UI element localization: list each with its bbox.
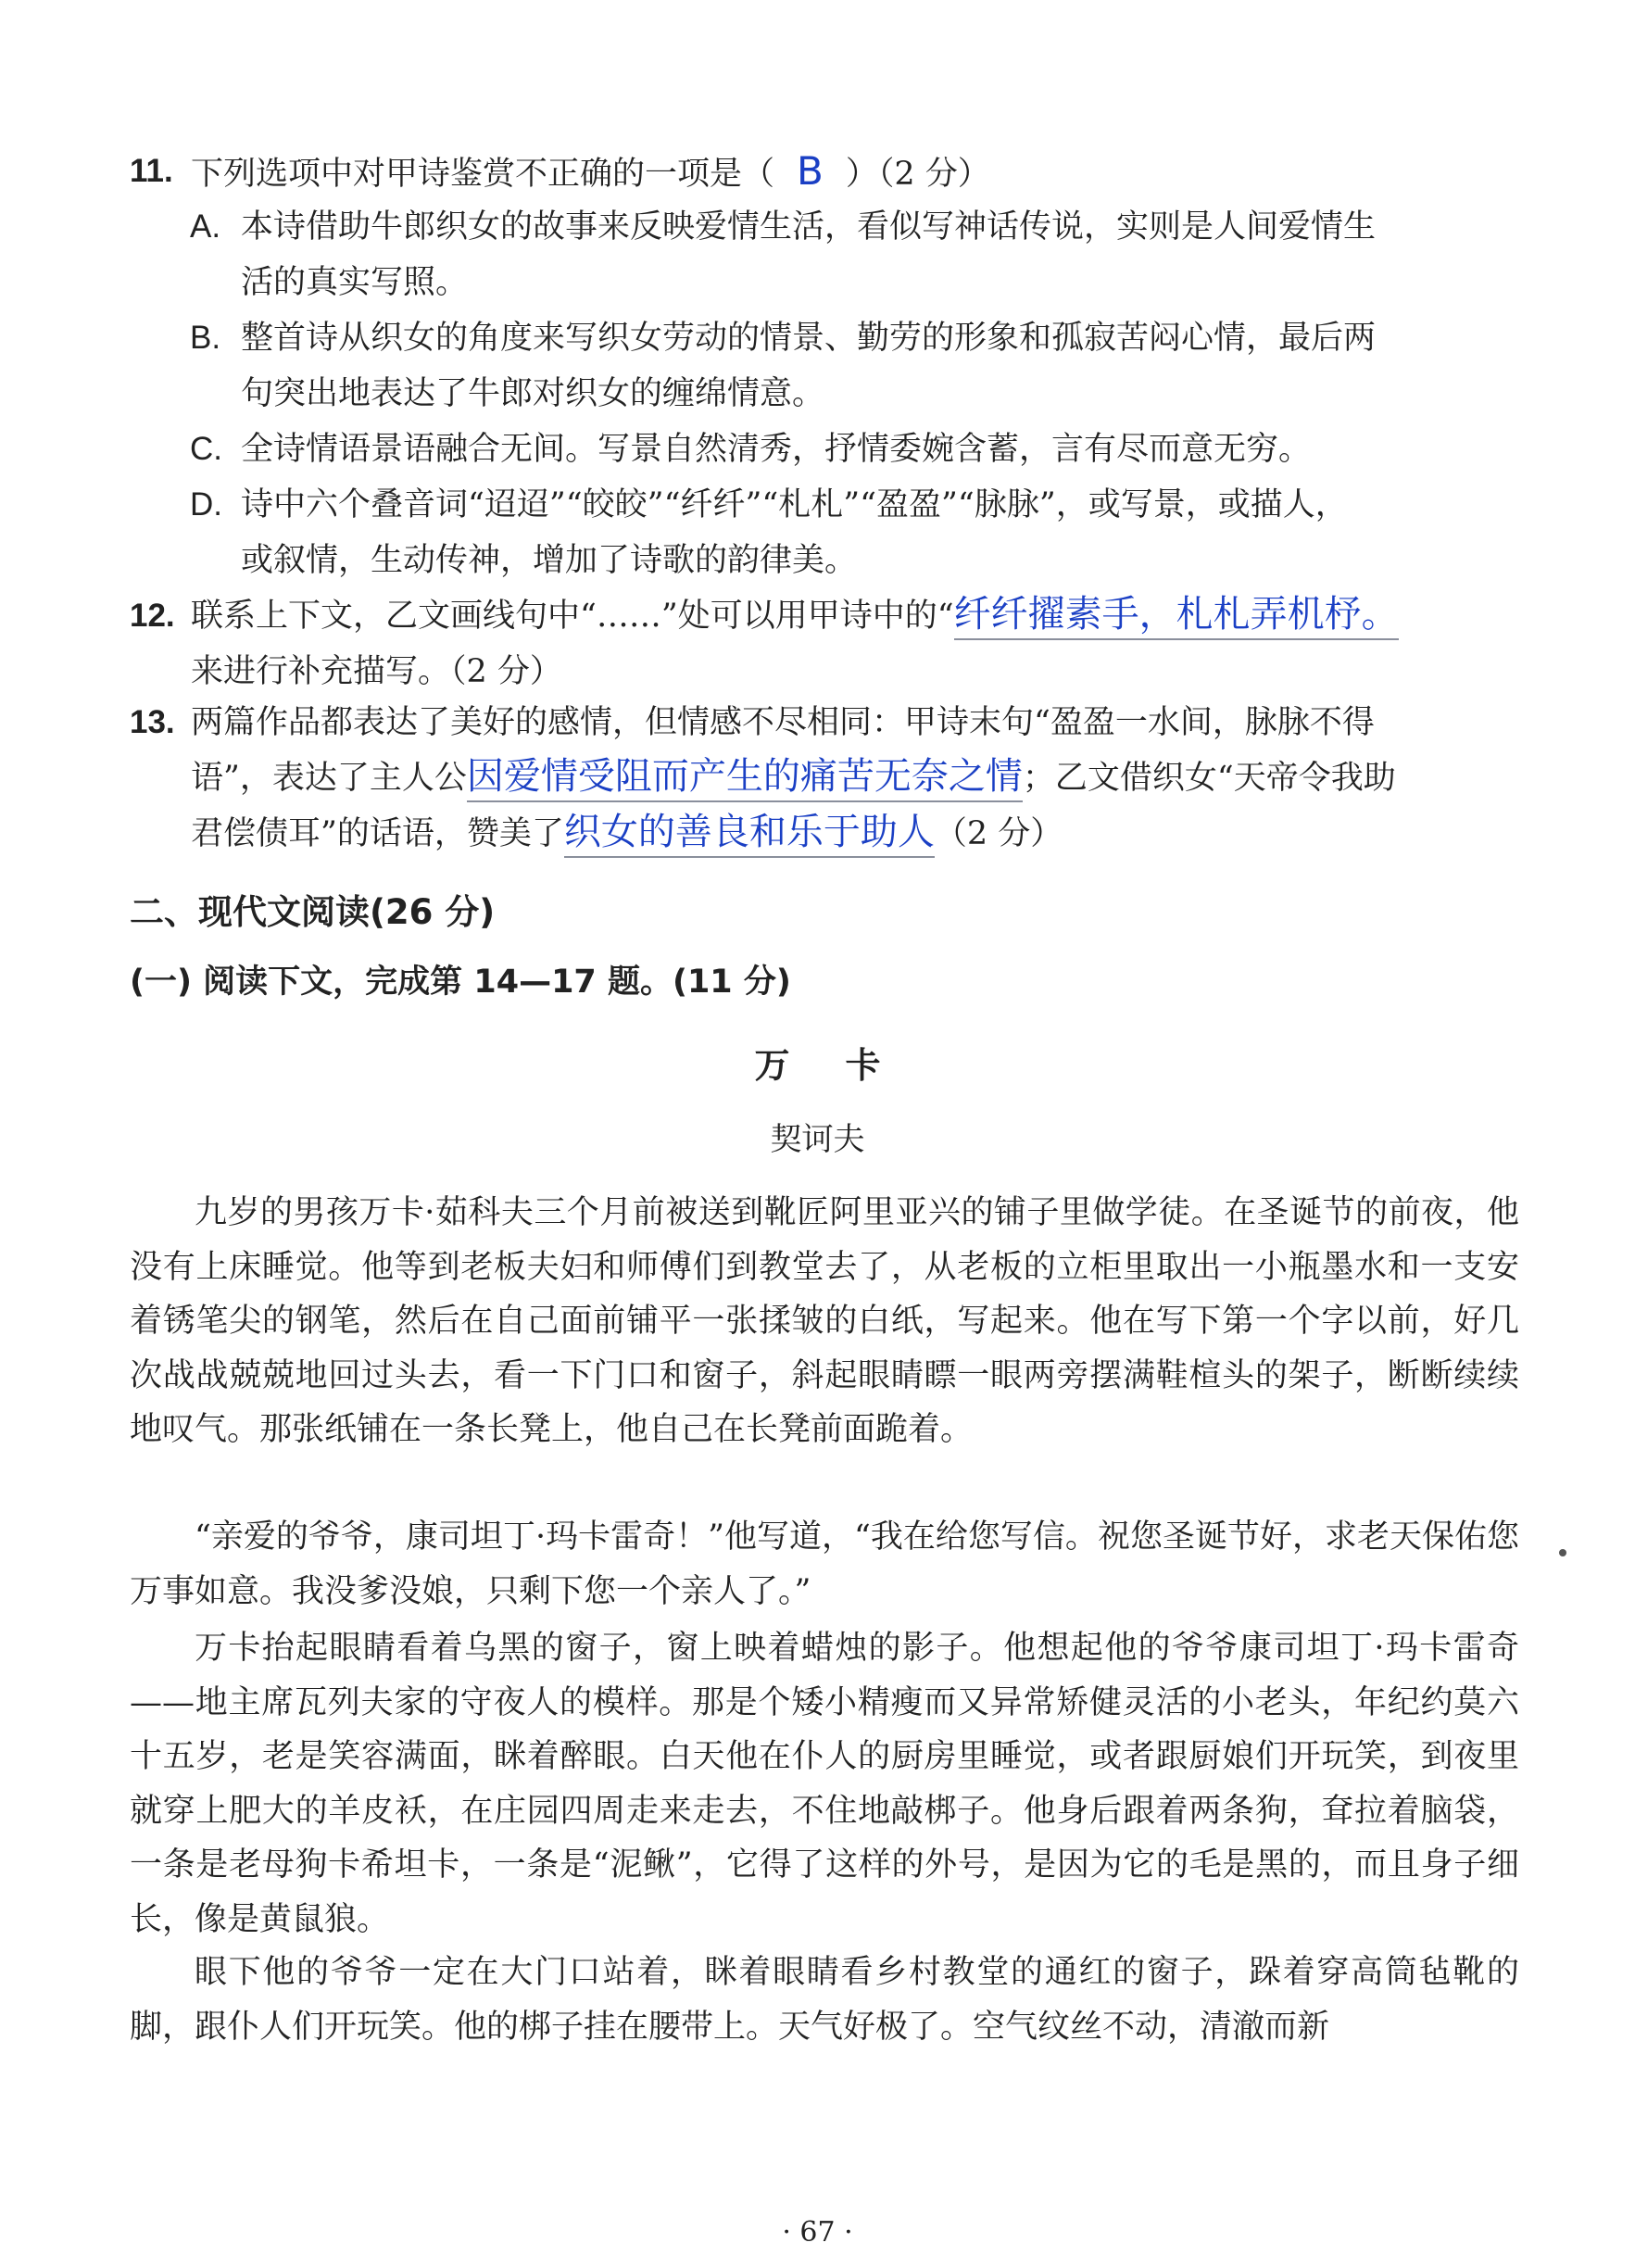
question-11 xyxy=(130,144,1519,199)
question-number: 11. xyxy=(130,153,173,189)
question-stem: 下列选项中对甲诗鉴赏不正确的一项是（ B ）（2 分） xyxy=(191,148,990,194)
handwritten-answer: 纤纤擢素手，札札弄机杼。 xyxy=(954,590,1399,640)
handwritten-answer: 织女的善良和乐于助人 xyxy=(564,808,935,858)
question-number: 12. xyxy=(130,598,175,634)
section-title: 二、现代文阅读(26 分) xyxy=(130,892,496,932)
question-number: 13. xyxy=(130,704,175,740)
stray-dot xyxy=(1559,1549,1566,1556)
essay-paragraph: 万卡抬起眼睛看着乌黑的窗子，窗上映着蜡烛的影子。他想起他的爷爷康司坦丁·玛卡雷奇——地主席瓦列夫家的守夜人的模样。那是个矮小精瘦而又异常矫健灵活的小老头，年纪约莫六十五岁，老是笑容满面，眯着醉眼。白天他在仆人的厨房里睡觉，或者跟厨娘们开玩笑，到夜里就穿上肥大的羊皮袄，在庄园四周走来走去，不住地敲梆子。他身后跟着两条狗，耷拉着脑袋，一条是老母狗卡希坦卡，一条是“泥鳅”，它得了这样的外号，是因为它的毛是黑的，而且身子细长，像是黄鼠狼。 xyxy=(130,1630,1519,1938)
essay-paragraph: 九岁的男孩万卡·茹科夫三个月前被送到靴匠阿里亚兴的铺子里做学徒。在圣诞节的前夜，他没有上床睡觉。他等到老板夫妇和师傅们到教堂去了，从老板的立柜里取出一小瓶墨水和一支安着锈笔尖的钢笔，然后在自己面前铺平一张揉皱的白纸，写起来。他在写下第一个字以前，好几次战战兢兢地回过头去，看一下门口和窗子，斜起眼睛瞟一眼两旁摆满鞋楦头的架子，断断续续地叹气。那张纸铺在一条长凳上，他自己在长凳前面跪着。 xyxy=(130,1194,1519,1448)
essay-author: 契诃夫 xyxy=(770,1121,865,1158)
question-13: 13. 两篇作品都表达了美好的感情，但情感不尽相同：甲诗末句“盈盈一水间，脉脉不得 语”，表达了主人公因爱情受阻而产生的痛苦无奈之情；乙文借织女“天帝令我助 君偿债耳”的话语，赞美了织女的善良和乐于助人（2 分） xyxy=(130,695,1519,862)
essay-title: 万卡 xyxy=(754,1045,937,1086)
section-subtitle: (一) 阅读下文，完成第 14—17 题。(11 分) xyxy=(130,964,791,1001)
handwritten-answer: 因爱情受阻而产生的痛苦无奈之情 xyxy=(467,752,1023,802)
essay-paragraph: 眼下他的爷爷一定在大门口站着，眯着眼睛看乡村教堂的通红的窗子，跺着穿高筒毡靴的脚，跟仆人们开玩笑。他的梆子挂在腰带上。天气好极了。空气纹丝不动，清澈而新 xyxy=(130,1954,1519,2046)
question-12: 12. 联系上下文，乙文画线句中“……”处可以用甲诗中的“纤纤擢素手，札札弄机杼。 来进行补充描写。（2 分） xyxy=(130,588,1519,699)
essay-paragraph: “亲爱的爷爷，康司坦丁·玛卡雷奇！”他写道，“我在给您写信。祝您圣诞节好，求老天保佑您万事如意。我没爹没娘，只剩下您一个亲人了。” xyxy=(130,1518,1519,1610)
handwritten-answer: B xyxy=(797,148,824,194)
page-number: · 67 · xyxy=(782,2216,853,2249)
worksheet-page: 11. 下列选项中对甲诗鉴赏不正确的一项是（ B ）（2 分） A. 本诗借助牛郎织女的故事来反映爱情生活，看似写神话传说，实则是人间爱情生 活的真实写照。 B. 整首诗从织女的角度来写织女劳动的情景、勤劳的形象和孤寂苦闷心情，最后两 句突出地表达了牛郎对织女的缠绵情意。 C. 全诗情语景语融合无间。写景自然清秀，抒情委婉含蓄，言有尽而意无穷。 D. 诗中六个叠音词“迢迢”“皎皎”“纤纤”“札札”“盈盈”“脉脉”，或写景，或描人， 或叙情，生动传神，增加了诗歌的韵律美。 12. 联系上下文，乙文画线句中“……”处可以用甲诗中的“纤纤擢素手，札札弄机杼。 来进行补充描写。（2 分） 13. 两篇作品都表达了美好的感情，但情感不尽相同：甲诗末句“盈盈一水间，脉脉不得 语”，表达了主人公因爱情受阻而产生的痛苦无奈之情；乙文借织女“天帝令我助 君偿债耳”的话语，赞美了织女的善良和乐于助人（2 分） 二、现代文阅读(26 分) (一) 阅读下文，完成第 14—17 题。(11 分) 万卡 契诃夫 九岁的男孩万卡·茹科夫三个月前被送到靴匠阿里亚兴的铺子里做学徒。在圣诞节的前夜，他没有上床睡觉。他等到老板夫妇和师傅们到教堂去了，从老板的立柜里取出一小瓶墨水和一支安着锈笔尖的钢笔，然后在自己面前铺平一张揉皱的白纸，写起来。他在写下第一个字以前，好几次战战兢兢地回过头去，看一下门口和窗子，斜起眼睛瞟一眼两旁摆满鞋楦头的架子，断断续续地叹气。那张纸铺在一条长凳上，他自己在长凳前面跪着。 “亲爱的爷爷，康司坦丁·玛卡雷奇！”他写道，“我在给您写信。祝您圣诞节好，求老天保佑您万事如意。我没爹没娘，只剩下您一个亲人了。” 万卡抬起眼睛看着乌黑的窗子，窗上映着蜡烛的影子。他想起他的爷爷康司坦丁·玛卡雷奇——地主席瓦列夫家的守夜人的模样。那是个矮小精瘦而又异常矫健灵活的小老头，年纪约莫六十五岁，老是笑容满面，眯着醉眼。白天他在仆人的厨房里睡觉，或者跟厨娘们开玩笑，到夜里就穿上肥大的羊皮袄，在庄园四周走来走去，不住地敲梆子。他身后跟着两条狗，耷拉着脑袋，一条是老母狗卡希坦卡，一条是“泥鳅”，它得了这样的外号，是因为它的毛是黑的，而且身子细长，像是黄鼠狼。 眼下他的爷爷一定在大门口站着，眯着眼睛看乡村教堂的通红的窗子，跺着穿高筒毡靴的脚，跟仆人们开玩笑。他的梆子挂在腰带上。天气好极了。空气纹丝不动，清澈而新 · 67 · xyxy=(0,0,1635,2268)
